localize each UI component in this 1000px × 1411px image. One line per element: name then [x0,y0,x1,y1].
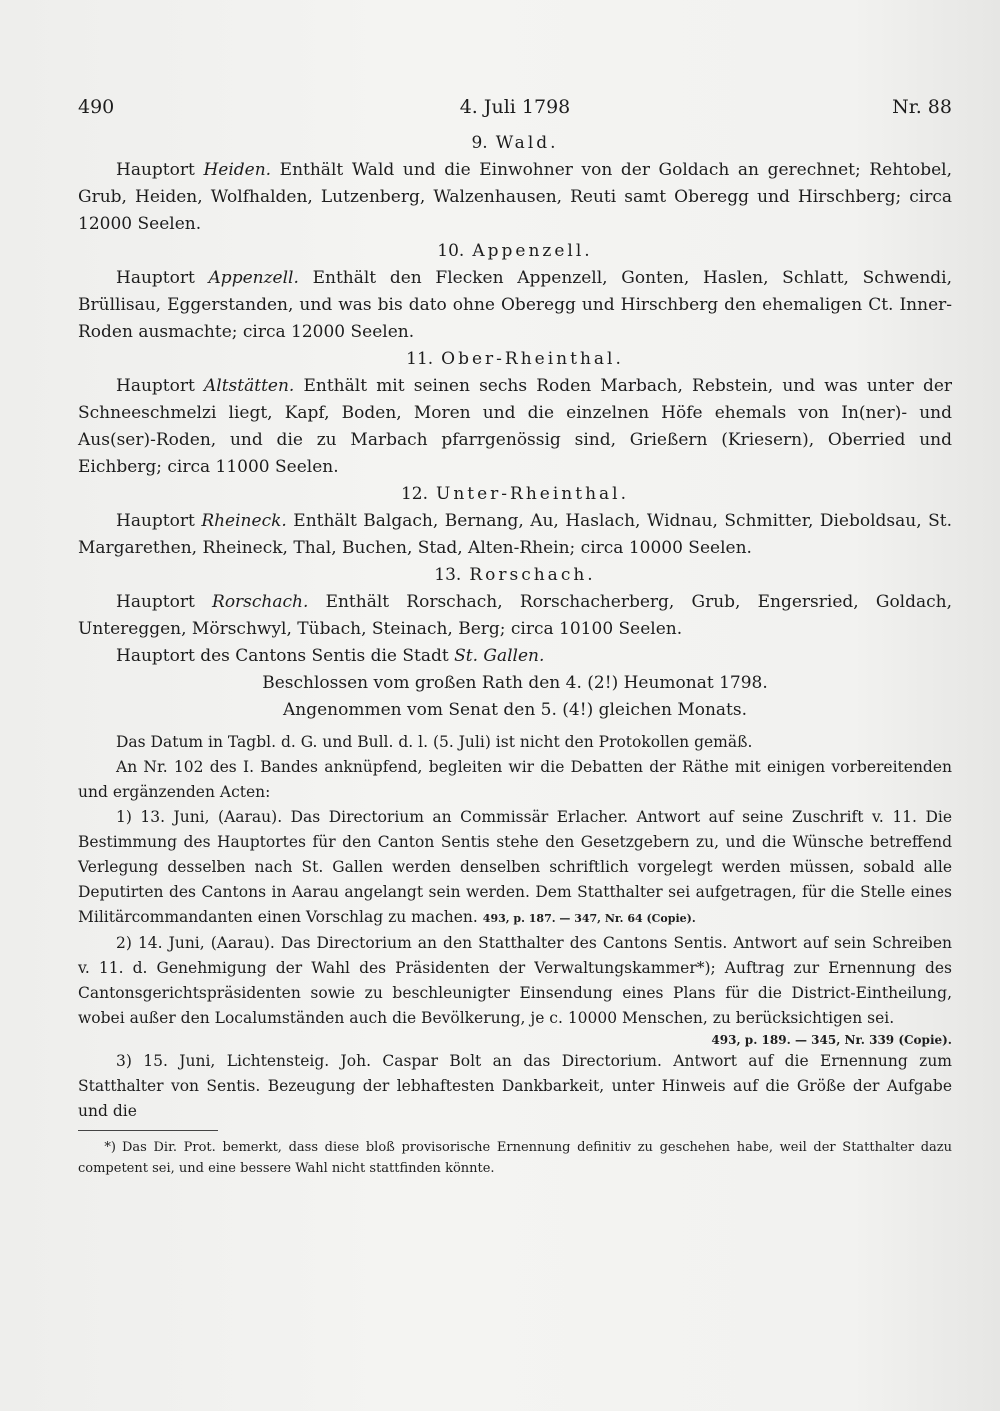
capital-line: Hauptort des Cantons Sentis die Stadt St. Gallen. [116,646,545,666]
main-text [78,130,952,1124]
act-item-3: 3) 15. Juni, Lichtensteig. Joh. Caspar Bolt an das Directorium. Antwort auf die Ernennung zum Statthalter von Sentis. Bezeugung der lebhaftesten Dankbarkeit, unter Hinweis auf die Größe der Aufgabe und die [78,1052,952,1120]
section-heading-11: 11. Ober-Rheinthal. [406,349,624,369]
header-date: 4. Juli 1798 [459,96,571,118]
archive-reference: 493, p. 187. — 347, Nr. 64 (Copie). [482,912,696,925]
footnote-marker: *) [104,1140,116,1155]
page-number: 490 [78,96,115,118]
act-item-2: 2) 14. Juni, (Aarau). Das Directorium an den Statthalter des Cantons Sentis. Antwort auf sein Schreiben v. 11. d. Genehmigung der Wahl des Präsidenten der Verwaltungskammer*); Auftrag zur Ernennung des Cantonsgerichtspräsidenten sowie zu beschleunigter Einsendung eines Plans für die District-Eintheilung, wobei außer den Localumständen auch die Bevölkerung, je c. 10000 Menschen, zu berücksichtigen sei. [78,934,952,1027]
page-header [78,96,952,126]
act-item-1: 1) 13. Juni, (Aarau). Das Directorium an Commissär Erlacher. Antwort auf seine Zuschrift v. 11. Die Bestimmung des Hauptortes für den Canton Sentis stehe den Gesetzgebern zu, und die Wünsche betreffend Verlegung desselben nach St. Gallen werden denselben schriftlich vorgelegt werden müssen, sobald alle Deputirten des Cantons in Aarau angelangt sein werden. Dem Statthalter sei aufgetragen, für die Stelle eines Militärcommandanten einen Vorschlag zu machen. 493, p. 187. — 347, Nr. 64 (Copie). [78,808,952,926]
date-note: Das Datum in Tagbl. d. G. und Bull. d. l. (5. Juli) ist nicht den Protokollen gemäß. [116,733,753,751]
intro-note: An Nr. 102 des I. Bandes anknüpfend, begleiten wir die Debatten der Räthe mit einigen vorbereitenden und ergänzenden Acten: [78,758,952,801]
section-10-paragraph: Hauptort Appenzell. Enthält den Flecken Appenzell, Gonten, Haslen, Schlatt, Schwendi, Brüllisau, Eggerstanden, und was bis dato ohne Oberegg und Hirschberg den ehemaligen Ct. Inner-Roden ausmachte; circa 12000 Seelen. [78,268,953,342]
section-heading-9: 9. Wald. [471,133,559,153]
section-12-paragraph: Hauptort Rheineck. Enthält Balgach, Bernang, Au, Haslach, Widnau, Schmitter, Dieboldsau, St. Margarethen, Rheineck, Thal, Buchen, Stad, Alten-Rhein; circa 10000 Seelen. [78,511,953,558]
footnote [78,1137,952,1179]
footnote-text: Das Dir. Prot. bemerkt, dass diese bloß provisorische Ernennung definitiv zu geschehen habe, weil der Statthalter dazu competent sei, und eine bessere Wahl nicht stattfinden könnte. [78,1140,952,1176]
section-heading-13: 13. Rorschach. [434,565,596,585]
archive-reference: 493, p. 189. — 345, Nr. 339 (Copie). [711,1033,952,1047]
section-11-paragraph: Hauptort Altstätten. Enthält mit seinen sechs Roden Marbach, Rebstein, und was unter der Schneeschmelzi liegt, Kapf, Boden, Moren und die einzelnen Höfe ehemals von In(ner)- und Aus(ser)-Roden, und die zu Marbach pfarrgenössig sind, Grießern (Kriesern), Oberried und Eichberg; circa 11000 Seelen. [78,376,953,477]
closing-line-1: Beschlossen vom großen Rath den 4. (2!) Heumonat 1798. [262,673,768,693]
section-9-paragraph: Hauptort Heiden. Enthält Wald und die Einwohner von der Goldach an gerechnet; Rehtobel, Grub, Heiden, Wolfhalden, Lutzenberg, Walzenhausen, Reuti samt Oberegg und Hirschberg; circa 12000 Seelen. [78,160,953,234]
closing-line-2: Angenommen vom Senat den 5. (4!) gleichen Monats. [282,700,747,720]
header-number: Nr. 88 [892,96,952,118]
footnote-divider [78,1130,218,1131]
section-13-paragraph: Hauptort Rorschach. Enthält Rorschach, Rorschacherberg, Grub, Engersried, Goldach, Untereggen, Mörschwyl, Tübach, Steinach, Berg; circa 10100 Seelen. [78,592,953,639]
section-heading-12: 12. Unter-Rheinthal. [400,484,630,504]
section-heading-10: 10. Appenzell. [437,241,593,261]
